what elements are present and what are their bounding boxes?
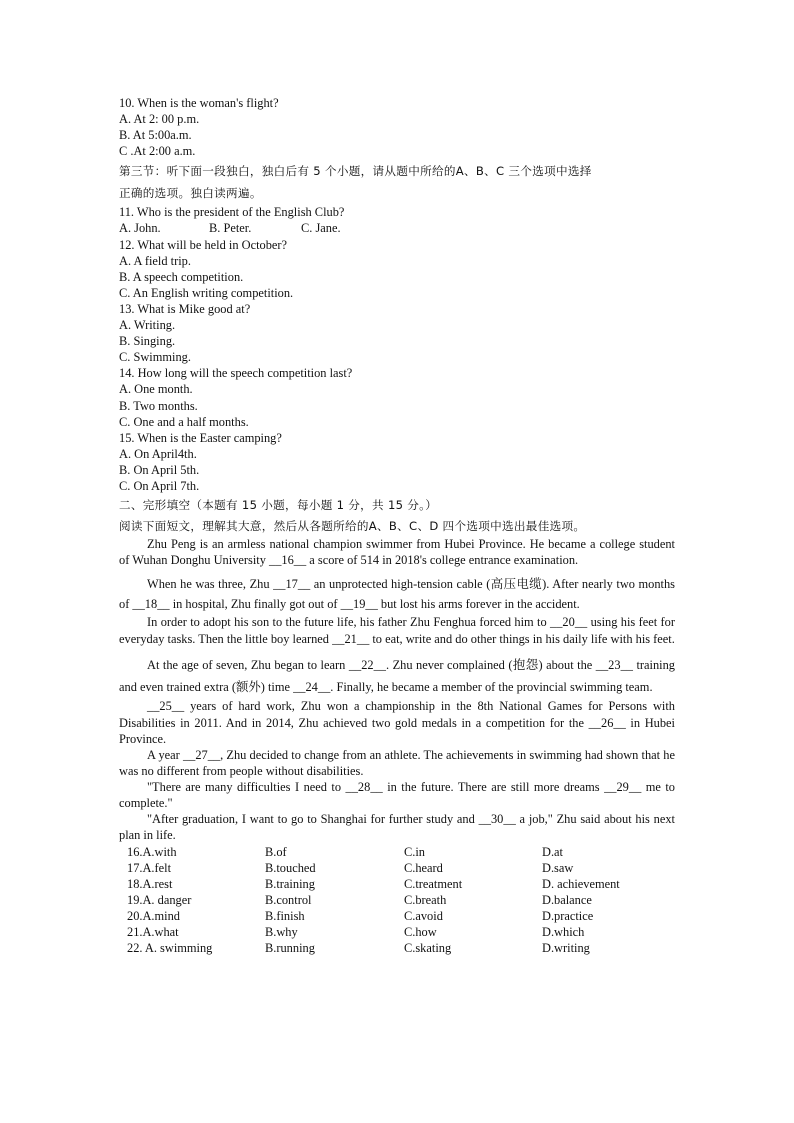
question-10 — [119, 95, 675, 159]
option-c: C. An English writing competition. — [119, 285, 294, 300]
section-3-line-2: 正确的选项。独白读两遍。 — [119, 186, 262, 201]
option-d: D.practice — [542, 909, 594, 924]
passage-paragraph: __25__ years of hard work, Zhu won a championship in the 8th National Games for Persons with Disabilities in 2011. And in 2014, Zhu achieved two gold medals in a competition for the __26__ in Hubei Province. — [119, 699, 675, 746]
question-12 — [119, 237, 675, 301]
option-c: C. Swimming. — [119, 350, 191, 365]
option-a: A. John. — [119, 221, 161, 236]
option-a: A. A field trip. — [119, 253, 191, 268]
option-b: B.control — [265, 893, 312, 908]
option-b: B. On April 5th. — [119, 462, 200, 477]
option-a: 19.A. danger — [127, 893, 192, 908]
option-a: 22. A. swimming — [127, 941, 213, 956]
options-row-20 — [119, 908, 675, 924]
option-c: C. Jane. — [301, 221, 341, 236]
passage-paragraph: "After graduation, I want to go to Shanghai for further study and __30__ a job," Zhu said about his next plan in life. — [119, 812, 675, 843]
option-d: D.at — [542, 845, 563, 860]
passage-paragraph: In order to adopt his son to the future life, his father Zhu Fenghua forced him to __20__ using his feet for everyday tasks. Then the little boy learned __21__ to eat, write and do other things in his daily life with his feet. — [119, 615, 675, 647]
cloze-options — [119, 844, 675, 956]
option-b: B.of — [265, 845, 287, 860]
option-d: D.writing — [542, 941, 590, 956]
option-c: C.avoid — [404, 909, 443, 924]
option-c: C. One and a half months. — [119, 414, 249, 429]
option-d: D.balance — [542, 893, 592, 908]
option-b: B. At 5:00a.m. — [119, 128, 192, 143]
question-11 — [119, 204, 675, 236]
option-b: B. Singing. — [119, 334, 176, 349]
option-d: D. achievement — [542, 877, 620, 892]
question-text: 14. How long will the speech competition last? — [119, 366, 353, 381]
option-d: D.which — [542, 925, 585, 940]
option-c: C.skating — [404, 941, 452, 956]
option-c: C.in — [404, 845, 425, 860]
passage-paragraph: When he was three, Zhu __17__ an unprotected high-tension cable (高压电缆). After nearly two months of __18__ in hospital, Zhu finally got out of __19__ but lost his arms forever in the accident. — [119, 577, 675, 612]
options-row-21 — [119, 924, 675, 940]
passage-paragraph: At the age of seven, Zhu began to learn __22__. Zhu never complained (抱怨) about the __23__ training and even trained extra (额外) time __24__. Finally, he became a member of the provincial swimming team. — [119, 658, 675, 695]
cloze-instruction: 阅读下面短文，理解其大意，然后从各题所给的A、B、C、D 四个选项中选出最佳选项。 — [119, 519, 586, 534]
exam-page — [119, 95, 675, 956]
option-b: B.finish — [265, 909, 305, 924]
option-c: C.how — [404, 925, 437, 940]
option-a: A. At 2: 00 p.m. — [119, 112, 200, 127]
cloze-passage — [119, 536, 675, 843]
option-a: 18.A.rest — [127, 877, 173, 892]
option-c: C.treatment — [404, 877, 463, 892]
passage-paragraph: "There are many difficulties I need to __28__ in the future. There are still more dreams __29__ me to complete." — [119, 779, 675, 810]
options-row-18 — [119, 876, 675, 892]
option-b: B.why — [265, 925, 298, 940]
option-c: C .At 2:00 a.m. — [119, 144, 196, 159]
options-row-22 — [119, 940, 675, 956]
option-a: 16.A.with — [127, 845, 177, 860]
question-text: 15. When is the Easter camping? — [119, 430, 282, 445]
section-3-line-1: 第三节：听下面一段独白，独白后有 5 个小题，请从题中所给的A、B、C 三个选项中选择 — [119, 164, 592, 179]
option-a: A. One month. — [119, 382, 193, 397]
question-13 — [119, 301, 675, 365]
option-b: B.running — [265, 941, 315, 956]
option-b: B.touched — [265, 861, 316, 876]
option-b: B. Two months. — [119, 398, 198, 413]
options-row-17 — [119, 860, 675, 876]
passage-paragraph: Zhu Peng is an armless national champion swimmer from Hubei Province. He became a college student of Wuhan Donghu University __16__ a score of 514 in 2018's college entrance examination. — [119, 537, 675, 568]
question-14 — [119, 365, 675, 429]
question-text: 13. What is Mike good at? — [119, 301, 251, 316]
option-a: A. On April4th. — [119, 446, 197, 461]
option-a: 17.A.felt — [127, 861, 172, 876]
options-row-16 — [119, 844, 675, 860]
option-c: C. On April 7th. — [119, 478, 200, 493]
option-b: B. Peter. — [209, 221, 252, 236]
options-row-19 — [119, 892, 675, 908]
cloze-heading: 二、完形填空（本题有 15 小题，每小题 1 分，共 15 分。） — [119, 498, 438, 513]
option-c: C.heard — [404, 861, 443, 876]
passage-paragraph: A year __27__, Zhu decided to change from an athlete. The achievements in swimming had shown that he was no different from people without disabilities. — [119, 747, 675, 778]
option-c: C.breath — [404, 893, 447, 908]
option-b: B.training — [265, 877, 315, 892]
option-a: 21.A.what — [127, 925, 179, 940]
question-text: 10. When is the woman's flight? — [119, 96, 279, 110]
question-text: 12. What will be held in October? — [119, 237, 288, 252]
section-3-instruction — [119, 160, 675, 204]
option-d: D.saw — [542, 861, 574, 876]
question-text: 11. Who is the president of the English Club? — [119, 205, 345, 220]
option-b: B. A speech competition. — [119, 269, 244, 284]
option-a: A. Writing. — [119, 318, 176, 333]
question-15 — [119, 430, 675, 494]
option-a: 20.A.mind — [127, 909, 181, 924]
